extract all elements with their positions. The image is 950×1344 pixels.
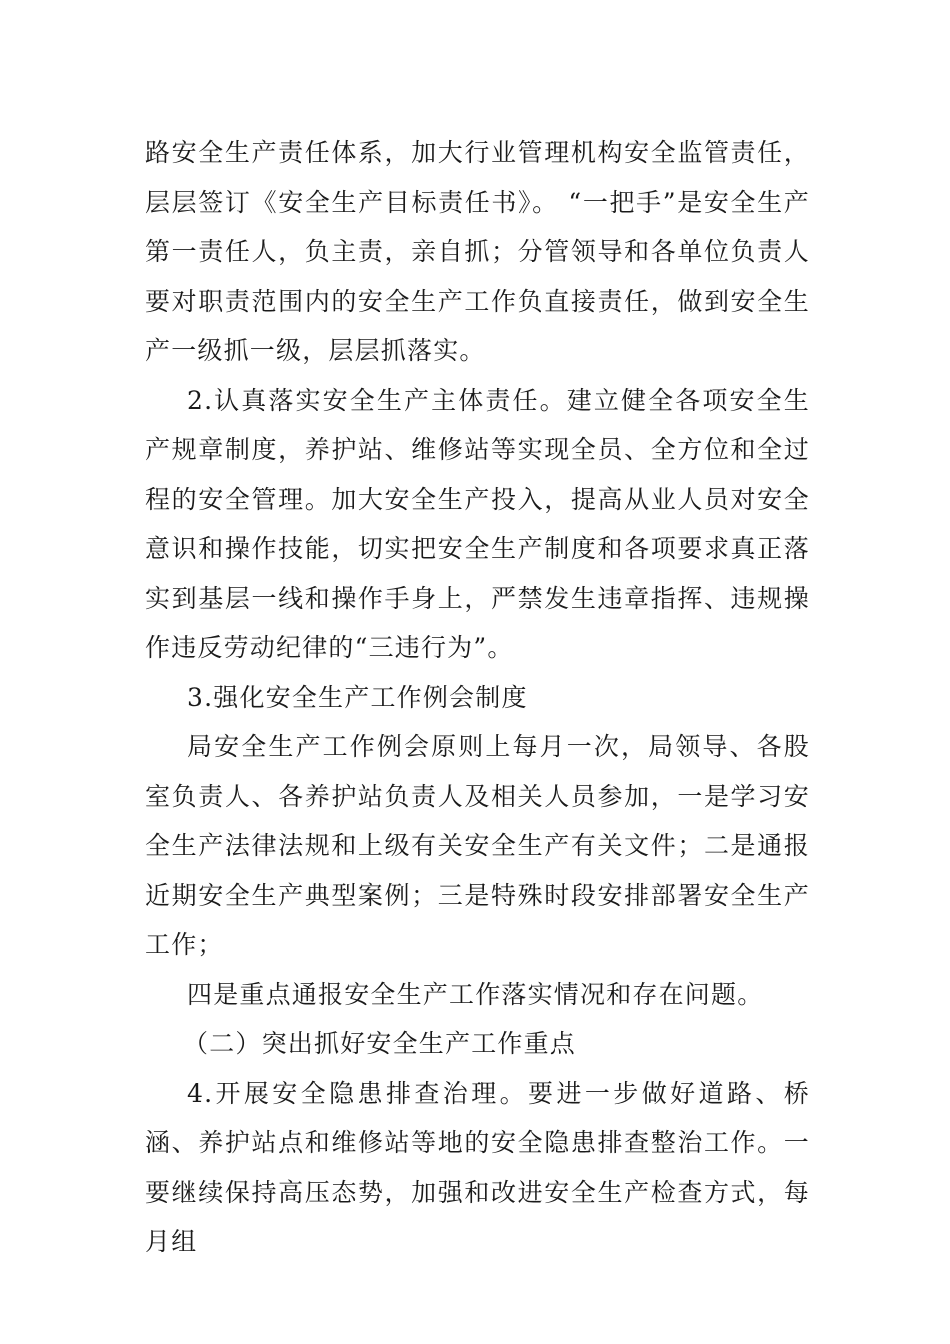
paragraph-item-3-heading: 3.强化安全生产工作例会制度 bbox=[187, 682, 528, 712]
paragraph-point-four: 四是重点通报安全生产工作落实情况和存在问题。 bbox=[187, 979, 764, 1009]
paragraph-continuation: 路安全生产责任体系，加大行业管理机构安全监管责任，层层签订《安全生产目标责任书》。 “一把手”是安全生产第一责任人，负主责，亲自抓；分管领导和各单位负责人要对职责范围内的安全生产工作负直接责任，做到安全生产一级抓一级，层层抓落实。 bbox=[145, 138, 810, 365]
paragraph-item-2: 2.认真落实安全生产主体责任。建立健全各项安全生产规章制度，养护站、维修站等实现全员、全方位和全过程的安全管理。加大安全生产投入，提高从业人员对安全意识和操作技能，切实把安全生产制度和各项要求真正落实到基层一线和操作手身上，严禁发生违章指挥、违规操作违反劳动纪律的“三违行为”。 bbox=[145, 385, 810, 662]
paragraph-item-4: 4.开展安全隐患排查治理。要进一步做好道路、桥涵、养护站点和维修站等地的安全隐患排查整治工作。一要继续保持高压态势，加强和改进安全生产检查方式，每月组 bbox=[145, 1078, 810, 1256]
paragraph-meeting-details: 局安全生产工作例会原则上每月一次，局领导、各股室负责人、各养护站负责人及相关人员参加，一是学习安全生产法律法规和上级有关安全生产有关文件；二是通报近期安全生产典型案例；三是特殊时段安排部署安全生产工作； bbox=[145, 732, 810, 959]
document-body bbox=[145, 128, 810, 1267]
section-heading-2: （二）突出抓好安全生产工作重点 bbox=[183, 1029, 577, 1058]
